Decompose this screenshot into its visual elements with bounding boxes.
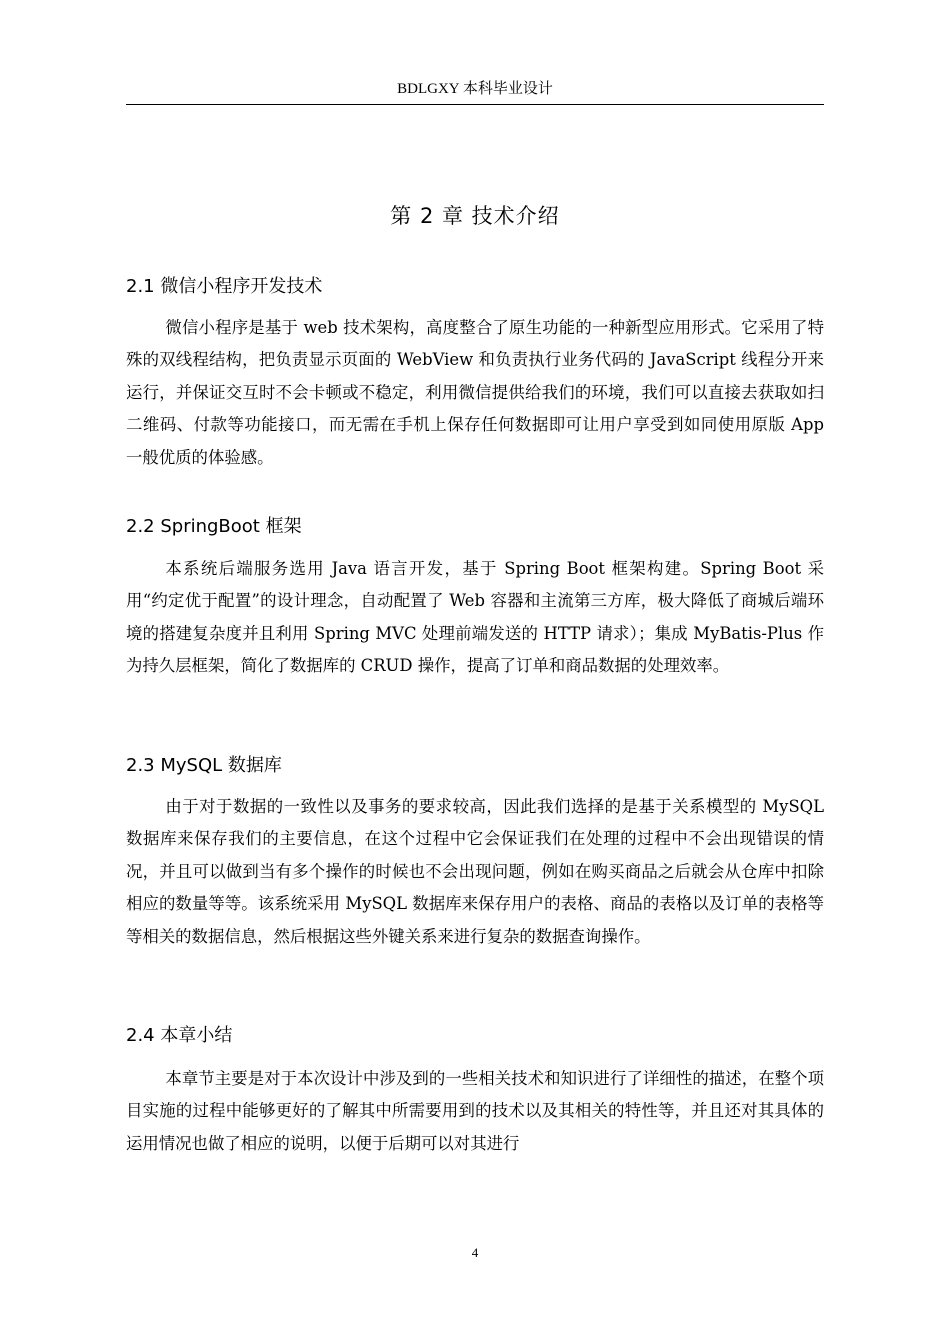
section-body-2-1: 微信小程序是基于 web 技术架构，高度整合了原生功能的一种新型应用形式。它采用了特殊的双线程结构，把负责显示页面的 WebView 和负责执行业务代码的 JavaScript 线程分开来运行，并保证交互时不会卡顿或不稳定，利用微信提供给我们的环境，我们可以直接去获取如扫二维码、付款等功能接口，而无需在手机上保存任何数据即可让用户享受到如同使用原版 App 一般优质的体验感。 <box>126 318 824 467</box>
running-header: BDLGXY 本科毕业设计 <box>397 81 553 97</box>
chapter-title: 第 2 章 技术介绍 <box>390 204 560 228</box>
page-number: 4 <box>471 1245 479 1260</box>
section-body-2-4: 本章节主要是对于本次设计中涉及到的一些相关技术和知识进行了详细性的描述，在整个项目实施的过程中能够更好的了解其中所需要用到的技术以及其相关的特性等，并且还对其具体的运用情况也做了相应的说明，以便于后期可以对其进行 <box>126 1069 824 1153</box>
header-rule <box>126 104 824 105</box>
section-heading-2-3: 2.3 MySQL 数据库 <box>126 755 282 776</box>
section-body-2-3: 由于对于数据的一致性以及事务的要求较高，因此我们选择的是基于关系模型的 MySQL 数据库来保存我们的主要信息，在这个过程中它会保证我们在处理的过程中不会出现错误的情况，并且可以做到当有多个操作的时候也不会出现问题，例如在购买商品之后就会从仓库中扣除相应的数量等等。该系统采用 MySQL 数据库来保存用户的表格、商品的表格以及订单的表格等等相关的数据信息，然后根据这些外键关系来进行复杂的数据查询操作。 <box>126 797 824 946</box>
section-body-2-2: 本系统后端服务选用 Java 语言开发，基于 Spring Boot 框架构建。Spring Boot 采用“约定优于配置”的设计理念，自动配置了 Web 容器和主流第三方库，极大降低了商城后端环境的搭建复杂度并且利用 Spring MVC 处理前端发送的 HTTP 请求）；集成 MyBatis-Plus 作为持久层框架，简化了数据库的 CRUD 操作，提高了订单和商品数据的处理效率。 <box>126 559 824 676</box>
section-heading-2-4: 2.4 本章小结 <box>126 1025 233 1046</box>
section-heading-2-2: 2.2 SpringBoot 框架 <box>126 516 302 537</box>
section-heading-2-1: 2.1 微信小程序开发技术 <box>126 276 323 297</box>
